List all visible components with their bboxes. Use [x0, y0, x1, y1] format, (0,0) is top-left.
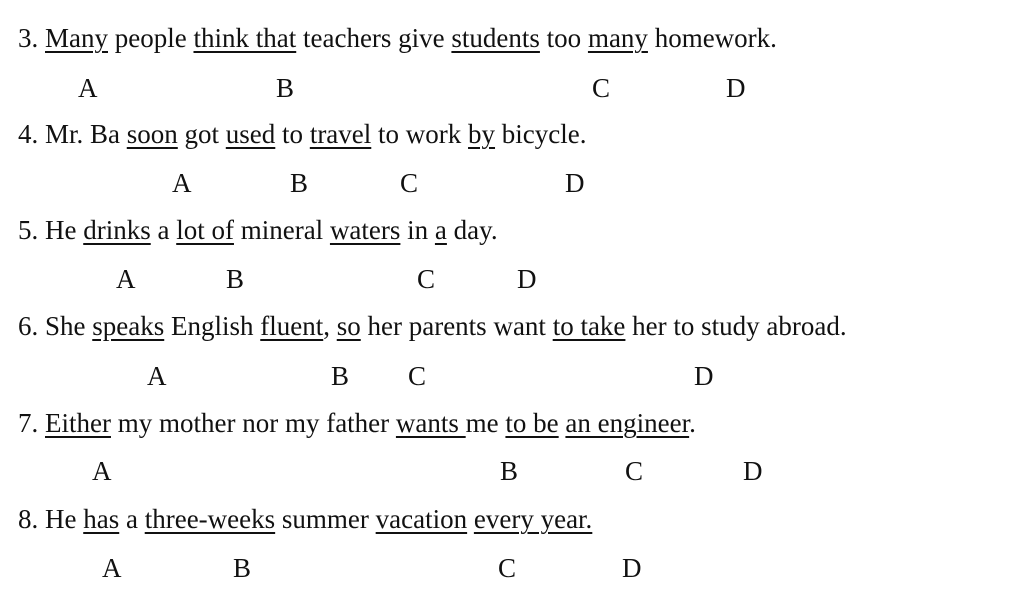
sentence-segment: got [177, 119, 226, 149]
underlined-segment: travel [309, 119, 372, 149]
underlined-segment: Many [45, 23, 108, 53]
sentence-segment: homework. [647, 23, 777, 53]
option-letter-c: C [498, 553, 517, 583]
sentence-segment: bicycle. [495, 119, 587, 149]
question-7-sentence [18, 407, 696, 439]
sentence-segment: 8. He [18, 504, 84, 534]
option-letter-b: B [226, 264, 245, 294]
underlined-segment: soon [126, 119, 178, 149]
underlined-segment: used [225, 119, 276, 149]
question-5-sentence [18, 214, 498, 246]
sentence-segment: her parents want [360, 311, 553, 341]
sentence-segment: . [689, 408, 696, 438]
underlined-segment: to be [505, 408, 559, 438]
sentence-segment: my mother nor my father [110, 408, 396, 438]
sentence-segment: summer [275, 504, 376, 534]
underlined-segment: drinks [83, 215, 151, 245]
sentence-segment: people [108, 23, 194, 53]
sentence-segment: mineral [233, 215, 330, 245]
sentence-segment: to work [371, 119, 469, 149]
sentence-segment: English [164, 311, 261, 341]
sentence-segment: a [150, 215, 177, 245]
underlined-segment: so [336, 311, 361, 341]
question-3-sentence [18, 22, 777, 54]
option-letter-d: D [565, 168, 585, 198]
option-letter-c: C [417, 264, 436, 294]
sentence-segment [467, 504, 474, 534]
sentence-segment: 7. [18, 408, 45, 438]
question-4-sentence [18, 118, 587, 150]
underlined-segment: waters [329, 215, 401, 245]
option-letter-d: D [517, 264, 537, 294]
sentence-segment: her to study abroad. [625, 311, 847, 341]
underlined-segment: vacation [375, 504, 468, 534]
underlined-segment: Either [45, 408, 111, 438]
option-letter-a: A [172, 168, 192, 198]
underlined-segment: every year. [473, 504, 593, 534]
question-6-sentence [18, 310, 847, 342]
underlined-segment: students [451, 23, 540, 53]
underlined-segment: an engineer [565, 408, 690, 438]
question-6-option-letters [0, 360, 1024, 392]
option-letter-c: C [625, 456, 644, 486]
option-letter-b: B [276, 73, 295, 103]
sentence-segment: too [539, 23, 588, 53]
option-letter-a: A [147, 361, 167, 391]
option-letter-b: B [290, 168, 309, 198]
underlined-segment: many [587, 23, 648, 53]
option-letter-c: C [592, 73, 611, 103]
question-7-option-letters [0, 455, 1024, 487]
underlined-segment: three-weeks [144, 504, 276, 534]
sentence-segment: me [465, 408, 506, 438]
underlined-segment: fluent [260, 311, 324, 341]
sentence-segment: in [400, 215, 435, 245]
sentence-segment: 5. He [18, 215, 84, 245]
underlined-segment: think that [193, 23, 297, 53]
question-5-option-letters [0, 263, 1024, 295]
sentence-segment: 6. She [18, 311, 93, 341]
option-letter-a: A [92, 456, 112, 486]
sentence-segment: teachers give [296, 23, 452, 53]
option-letter-a: A [116, 264, 136, 294]
option-letter-c: C [400, 168, 419, 198]
underlined-segment: by [468, 119, 496, 149]
option-letter-d: D [743, 456, 763, 486]
question-3-option-letters [0, 72, 1024, 104]
underlined-segment: lot of [176, 215, 234, 245]
question-8-option-letters [0, 552, 1024, 584]
question-4-option-letters [0, 167, 1024, 199]
option-letter-c: C [408, 361, 427, 391]
option-letter-a: A [78, 73, 98, 103]
underlined-segment: wants [395, 408, 466, 438]
sentence-segment: , [323, 311, 337, 341]
option-letter-d: D [694, 361, 714, 391]
question-8-sentence [18, 503, 592, 535]
option-letter-b: B [233, 553, 252, 583]
option-letter-b: B [500, 456, 519, 486]
underlined-segment: to take [552, 311, 626, 341]
underlined-segment: speaks [92, 311, 165, 341]
sentence-segment: 3. [18, 23, 45, 53]
option-letter-d: D [622, 553, 642, 583]
option-letter-b: B [331, 361, 350, 391]
underlined-segment: has [83, 504, 120, 534]
sentence-segment: to [275, 119, 310, 149]
underlined-segment: a [434, 215, 447, 245]
sentence-segment: 4. Mr. Ba [18, 119, 127, 149]
sentence-segment: day. [446, 215, 498, 245]
sentence-segment: a [119, 504, 145, 534]
option-letter-a: A [102, 553, 122, 583]
option-letter-d: D [726, 73, 746, 103]
